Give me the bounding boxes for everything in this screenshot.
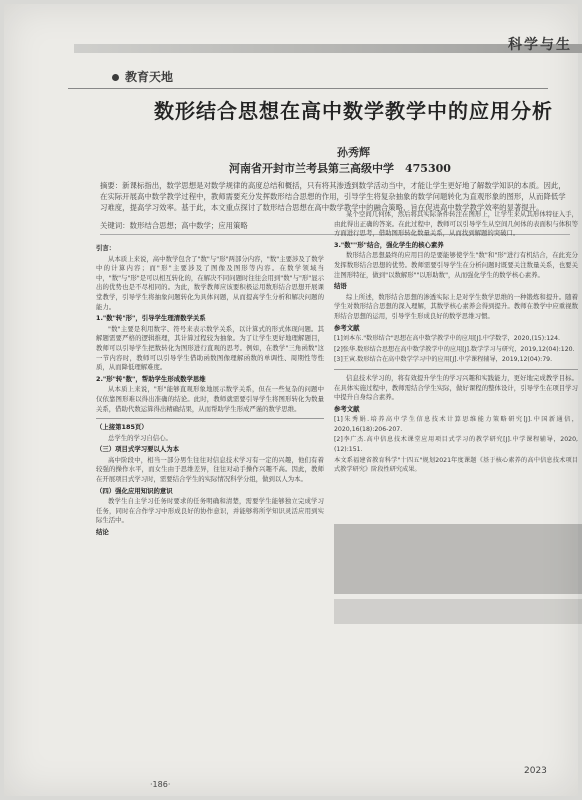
section-label: 教育天地: [125, 70, 174, 84]
continuation-note: （上接第185页）: [96, 423, 148, 432]
keywords: 关键词：数形结合思想；高中数学；应用策略: [100, 221, 248, 230]
divider: [96, 418, 324, 419]
paragraph: 教学生自主学习任务时要求的任务明确和清楚，需要学生能够独立完成学习任务，同时在合作学习中形成良好的协作意识，并能够将所学知识灵活应用到实际生活中。: [96, 497, 324, 525]
heading: 3."数""形"结合，强化学生的核心素养: [334, 240, 444, 249]
affiliation: 河南省开封市兰考县第三高级中学 475300: [229, 162, 451, 175]
author-name: 孙秀辉: [337, 146, 370, 159]
right-column: [334, 210, 578, 775]
page-number: 2023: [524, 766, 547, 776]
page-number: ·186·: [150, 780, 171, 789]
divider: [334, 369, 578, 370]
footnote: 本文系福建省教育科学"十四五"规划2021年度课题《基于核心素养的高中信息技术项目式教学研究》阶段性研究成果。: [334, 456, 578, 474]
reference: [1]朱秀娟.培养高中学生信息技术计算思维能力策略研究[J].中国新通信，2020,16(18):206-207.: [334, 416, 578, 433]
paragraph: 某个空间几何体，然后将其实际条件转注在图形上，让学生来从其形体特征入手，由此得出正确的答案。在此过程中，教师可以引导学生从空间几何体的表面积与体积等方面进行思考，借助图形转化数量关系，从而找到解题的突破口。: [334, 210, 578, 238]
article-title: 数形结合思想在高中数学教学中的应用分析: [154, 99, 553, 123]
heading: 结论: [96, 528, 109, 537]
paragraph: 从本质上来说，高中数学包含了"数"与"形"两部分内容，"数"主要涉及了数学中的计算内容；而"形"主要涉及了图像及图形等内容。在数学领域当中，"数"与"形"是可以相互转化的，在解决不同问题时往往会用到"数"与"形"显示出的优势也是不尽相同的。为此，数学教师应该要积极运用数形结合思想开展课堂教学，引导学生将抽象问题转化为具体问题，从而提高学生分析和解决问题的能力。: [96, 254, 324, 311]
paragraph: 总学生的学习自信心。: [108, 433, 172, 442]
heading: 参考文献: [334, 323, 360, 332]
paragraph: 信息技术学习的，将有效提升学生的学习兴趣和实践能力，更好地完成教学目标。在具体实施过程中，教师需结合学生实际，做好课程的整体设计，引导学生在项目学习中提升自身综合素养。: [334, 373, 578, 402]
bullet-icon: [112, 74, 119, 81]
paragraph: "数"主要是利用数字、符号来表示数学关系，以计算式的形式体现问题。其解题需要严格的逻辑推理，其计算过程较为抽象。为了让学生更好地理解题目，教师可以引导学生把数转化为图形进行直观的思考。例如，在教学"三角函数"这一节内容时，教师可以引导学生借助函数图像理解函数的单调性、周期性等性质，从而降低理解难度。: [96, 324, 324, 372]
paragraph: 高中阶段中，相当一部分男生往往对信息技术学习有一定的兴趣，他们有着较强的操作水平，而女生由于思维差异，往往对动手操作兴趣不高。因此，教师在开展项目式学习时，需要结合学生的实际情况科学分组，做到以人为本。: [96, 455, 324, 484]
reference: [1]刘本东."数形结合"思想在高中数学教学中的应用[J].中学数学，2020,(15):124.: [334, 335, 561, 343]
paragraph: 从本质上来说，"形"能够直观形象地展示数学关系，但在一些复杂的问题中仅依靠图形难以得出准确的结论。此时，教师就需要引导学生将图形转化为数量关系，借助代数运算得出精确结果，从而帮助学生形成严谨的数学思维。: [96, 385, 324, 413]
reference: [3]王寅.数形结合在高中数学学习中的应用[J].中学课程辅导，2019,12(04):79.: [334, 356, 553, 364]
divider: [68, 88, 548, 89]
heading: 结语: [334, 282, 347, 291]
paragraph: 数形结合思想最终的应用目的是要能够使学生"数"和"形"进行有机结合，在此充分发挥数形结合思想的优势。教师需要引导学生在分析问题时既要关注数量关系，也要关注图形特征，做到"以数解形""以形助数"，从而强化学生的数学核心素养。: [334, 251, 578, 279]
heading: 参考文献: [334, 404, 360, 413]
reference: [2]张华.数形结合思想在高中数学教学中的应用[J].数学学习与研究，2019,12(04):120.: [334, 345, 575, 353]
reference: [2]李广杰.高中信息技术课堂应用项目式学习的教学研究[J].中学课程辅导，2020,(12):151.: [334, 436, 578, 454]
section-tag: [112, 68, 173, 85]
header-bar: [74, 44, 582, 53]
left-column: [96, 242, 324, 782]
paragraph: 综上所述，数形结合思想的渗透实际上是对学生数学思维的一种锻炼和提升。随着学生对数形结合思想的深入理解，其数学核心素养会得到提升。教师在教学中应重视数形结合思想的运用，引导学生形成良好的数学思维习惯。: [334, 292, 578, 320]
heading: 1."数"转"形"，引导学生理清数学关系: [96, 314, 206, 323]
journal-name: 科学与生: [508, 37, 572, 53]
document-page: [4, 4, 578, 796]
heading: （三）项目式学习要以人为本: [96, 445, 180, 454]
heading: 2."形"转"数"，帮助学生形成数学思维: [96, 374, 206, 383]
abstract: 摘要：新课标指出，数学思想是对数学规律的高度总结和概括，只有将其渗透到数学活动当中，才能让学生更好地了解数学知识的本质。因此，在实际开展高中数学教学过程中，教师需要充分发挥数形结合思想的作用，引导学生将复杂抽象的数学问题转化为直观形象的图形，从而降低学习难度，提高学习效率。基于此，本文重点探讨了数形结合思想在高中数学教学中的融合策略，旨在促进高中数学教学效率的显著提升。: [100, 181, 566, 212]
heading: （四）强化应用知识的意识: [96, 486, 173, 495]
heading: 引言：: [96, 244, 116, 252]
